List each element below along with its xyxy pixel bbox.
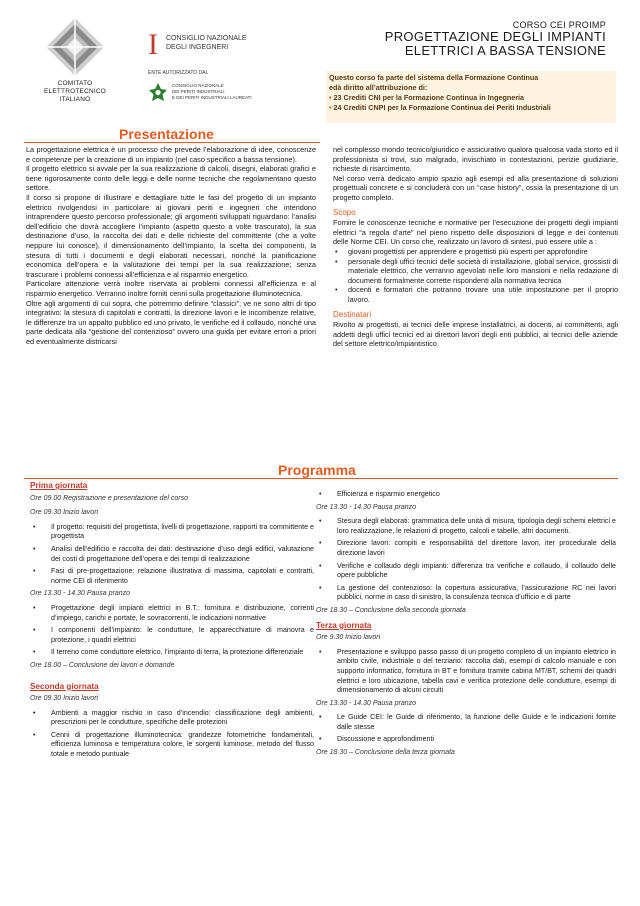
day3-morning-list [316,648,616,696]
list-item: • Verifiche e collaudo degli impianti: differenza tra verifiche e collaudo, il collaudo delle opere pubbliche [316,562,616,581]
cnpi-logo-line: CONSIGLIO NAZIONALE [172,83,224,88]
bullet-icon: • [329,93,332,102]
cei-diamond-icon [44,16,106,78]
paragraph: Oltre agli argomenti di cui sopra, che potremmo definire “classici”, ve ne sono altri di tipo integrativo: la stesura di capitolati e contratti, la direzione lavori e le incombenze relative, le differenze tra un appalto pubblico ed uno privato, le verifiche ed il collaudo, nonché una parte dedicata alla “gestione del contenzioso” ovvero una guida per evitare errori a priori ed eventualmente districarsi [26,298,316,346]
course-title-line: ELETTRICI A BASSA TENSIONE [404,43,606,58]
cei-logo-line: COMITATO [57,80,93,87]
schedule-time: Ore 09.30 Inizio lavori [30,509,99,517]
schedule-time: Ore 13.30 - 14.30 Pausa pranzo [30,590,131,598]
course-kicker: CORSO CEI PROIMP [512,20,606,30]
course-title-line: PROGETTAZIONE DEGLI IMPIANTI [384,29,606,44]
credits-item [329,103,613,113]
list-item: • Analisi dell’edificio e raccolta dei dati: destinazione d’uso degli edifici, valutazione dei costi di progettazione dell’opera e dei tempi di realizzazione [30,545,314,564]
list-item: • Fasi di pre-progettazione: relazione illustrativa di massima, capitolati e contratti, norme CEI di riferimento [30,567,314,586]
cni-logo-line: CONSIGLIO NAZIONALE [166,35,247,42]
cei-logo [32,16,118,104]
cni-authorized-label: ENTE AUTORIZZATO DAL [148,70,209,76]
section-title-programma: Programma [278,462,356,478]
paragraph: Rivolto ai progettisti, ai tecnici delle imprese installatrici, ai docenti, ai committenti, agli addetti degli uffici tecnici ed ai direttori lavori degli enti pubblici, ai tecnici delle aziende del settore elettrico/impiantistico. [333,320,618,349]
day2-morning-list [30,709,314,760]
paragraph: Particolare attenzione verrà inoltre riservata ai problemi connessi all’efficienza e al risparmio energetico. Verranno inoltre forniti cenni sulla progettazione illuminotecnica. [26,279,316,298]
list-item: • Progettazione degli impianti elettrici in B.T.: fornitura e distribuzione, correnti d’impiego, carichi e portate, le sovracorrenti, le indicazioni normative [30,604,314,623]
list-item: • Presentazione e sviluppo passo passo di un progetto completo di un impianto elettrico in ambito civile, industriale o del terziario: raccolta dati, esempi di calcolo manuale e con supporto informatico, fornitura in BT e fornitura tramite cabina MT/BT, schemi dei quadri elettrici e loro ubicazione, tabella cavi e verifica protezione delle condutture, esempi di dimensionamento di alcuni circuiti [316,648,616,696]
paragraph: Nel corso verrà dedicato ampio spazio agli esempi ed alla presentazione di soluzioni progettuali concrete e si concluderà con un “case history”, ossia la presentazione di un progetto completo. [333,173,618,202]
list-item: • Ambienti a maggior rischio in caso d’incendio: classificazione degli ambienti, prescrizioni per le condutture, specifiche delle protezioni [30,709,314,728]
cei-logo-line: ELETTROTECNICO [43,88,107,95]
bullet-icon: • [329,103,332,112]
paragraph: nel complesso mondo tecnico/giuridico e assicurativo qualora qualcosa vada storto ed il professionista si trovi, suo malgrado, invischiato in contestazioni, perizie giudiziarie, richieste di risarcimento. [333,145,618,174]
credits-box [326,71,616,123]
cnpi-logo-line: DEI PERITI INDUSTRIALI [172,88,225,94]
list-item: • Direzione lavori: compiti e responsabilità del direttore lavori, iter procedurale della direzione lavori [316,539,616,558]
list-item: • personale degli uffici tecnici delle società di installazione, global service, grossisti di materiale elettrico, che verranno agevolati nelle loro mansioni e nella redazione di documenti formalmente corrette rispondenti alla normativa tecnica [333,257,618,286]
list-item: • Discussione e approfondimenti [316,735,616,745]
schedule-time: Ore 18.30 – Conclusione della seconda giornata [316,606,466,614]
credits-item [329,93,613,103]
day1-afternoon-list [30,604,314,658]
day1-morning-list [30,523,314,587]
list-item: • Il progetto: requisiti del progettista, livelli di progettazione, rapporti tra committente e progettista [30,523,314,542]
schedule-time: Ore 13.30 - 14.30 Pausa pranzo [316,699,417,707]
day-title-terza: Terza giornata [316,620,372,630]
schedule-time: Ore 18.30 – Conclusione della terza giornata [316,749,455,757]
cni-mark-icon: I [148,28,158,61]
section-divider [24,142,320,143]
credits-item-label: 23 Crediti CNI per la Formazione Continua in Ingegneria [333,93,525,102]
cnpi-logo-line: E DEI PERITI INDUSTRIALI LAUREATI [172,94,252,100]
credits-item-label: 24 Crediti CNPI per la Formazione Continua dei Periti Industriali [333,103,551,112]
list-item: • Cenni di progettazione illuminotecnica: grandezze fotometriche fondamentali, efficienza luminosa e temperatura colore, le sorgenti luminose, metodo del flusso totale e metodo puntuale [30,731,314,760]
schedule-time: Ore 18.00 – Conclusione dei lavori e domande [30,661,175,669]
schedule-time: Ore 09.00 Registrazione e presentazione del corso [30,494,188,502]
paragraph: Il corso si propone di illustrare e dettagliare tutte le fasi del progetto di un impianto elettrico rivolgendosi in particolare ai giovani periti e ingegneri che intendono intraprendere questo percorso professionale; gli argomenti sviluppati riguardano: l’analisi dell’edificio che dovrà accogliere l’impianto (aspetto questo a volte trascurato), la sua destinazione d’uso, la raccolta dei dati e delle richieste del committente (che a volte neppure lui conosce), il dimensionamento dell’impianto, la scelta dei componenti, la stesura di tutti i documenti e degli elaborati necessari, nonché la pianificazione economica dell’opera e la valutazione dei tempi per la sua realizzazione; senza trascurare i problemi connessi all’efficienza e al risparmio energetico. [26,192,316,279]
schedule-time: Ore 09.30 Inizio lavori [30,695,99,703]
schedule-time: Ore 13.30 - 14.30 Pausa pranzo [316,503,417,511]
list-item: • giovani progettisti per apprendere e progettisti più esperti per approfondire [333,247,618,257]
day2-afternoon-list [316,517,616,603]
day2-morning-list-cont [316,490,616,500]
list-item: • La gestione del contenzioso: la copertura assicurativa, l’assicurazione RC nei lavori pubblici, norme in caso di sinistro, la consulenza tecnica d’ufficio e di parte [316,584,616,603]
credits-intro: Questo corso fa parte del sistema della Formazione Continua [329,73,539,82]
day3-afternoon-list [316,713,616,745]
section-title-presentazione: Presentazione [119,126,214,142]
schedule-time: Ore 9.30 Inizio lavori [316,634,381,642]
section-divider [24,478,618,479]
course-heading [385,20,606,58]
programma-left-column [30,481,314,763]
paragraph: Il progetto elettrico si avvale per la sua realizzazione di calcoli, disegni, elaborati grafici e tiene rigorosamente conto delle leggi e delle norme tecniche che regolamentano questo settore. [26,164,316,193]
list-item: • I componenti dell’impianto: le condutture, le apparecchiature di manovra e protezione, i quadri elettrici [30,626,314,645]
subhead-destinatari: Destinatari [333,309,372,319]
programma-right-column [316,490,616,763]
presentazione-right-column [333,145,618,349]
paragraph: Fornire le conoscenze tecniche e normative per l’esecuzione dei progetti degli impianti elettrici “a regola d’arte” nel pieno rispetto delle disposizioni di legge e dei contenuti delle Norme CEI. Un corso che, realizzato un lavoro di sintesi, può essere utile a : [333,218,618,247]
paragraph: La progettazione elettrica è un processo che prevede l’elaborazione di idee, conoscenze e competenze per la creazione di un impianto (nel caso specifico a bassa tensione). [26,145,316,164]
cei-logo-line: ITALIANO [59,96,91,103]
credits-intro: edà diritto all’attribuzione di: [329,83,428,92]
list-item: • Stesura degli elaborati: grammatica delle unità di misura, tipologia degli schemi elettrici e loro realizzazione, le relazioni di progetto, calcoli e tabelle, altri documenti. [316,517,616,536]
list-item: • docenti e formatori che potranno trovare una utile impostazione per il proprio lavoro. [333,285,618,304]
republic-emblem-icon [148,82,168,104]
day-title-prima: Prima giornata [30,481,88,490]
scopo-list [333,247,618,305]
cni-logo-line: DEGLI INGEGNERI [166,44,229,51]
list-item: • Le Guide CEI: le Guide di riferimento, la funzione delle Guide e le indicazioni fornite dalle stesse [316,713,616,732]
day-title-seconda: Seconda giornata [30,681,99,691]
list-item: • Il terreno come conduttore elettrico, l’impianto di terra, la protezione differenziale [30,648,314,658]
presentazione-left-column [26,145,316,346]
subhead-scopo: Scopo [333,207,356,217]
list-item: • Efficienza e risparmio energetico [316,490,616,500]
